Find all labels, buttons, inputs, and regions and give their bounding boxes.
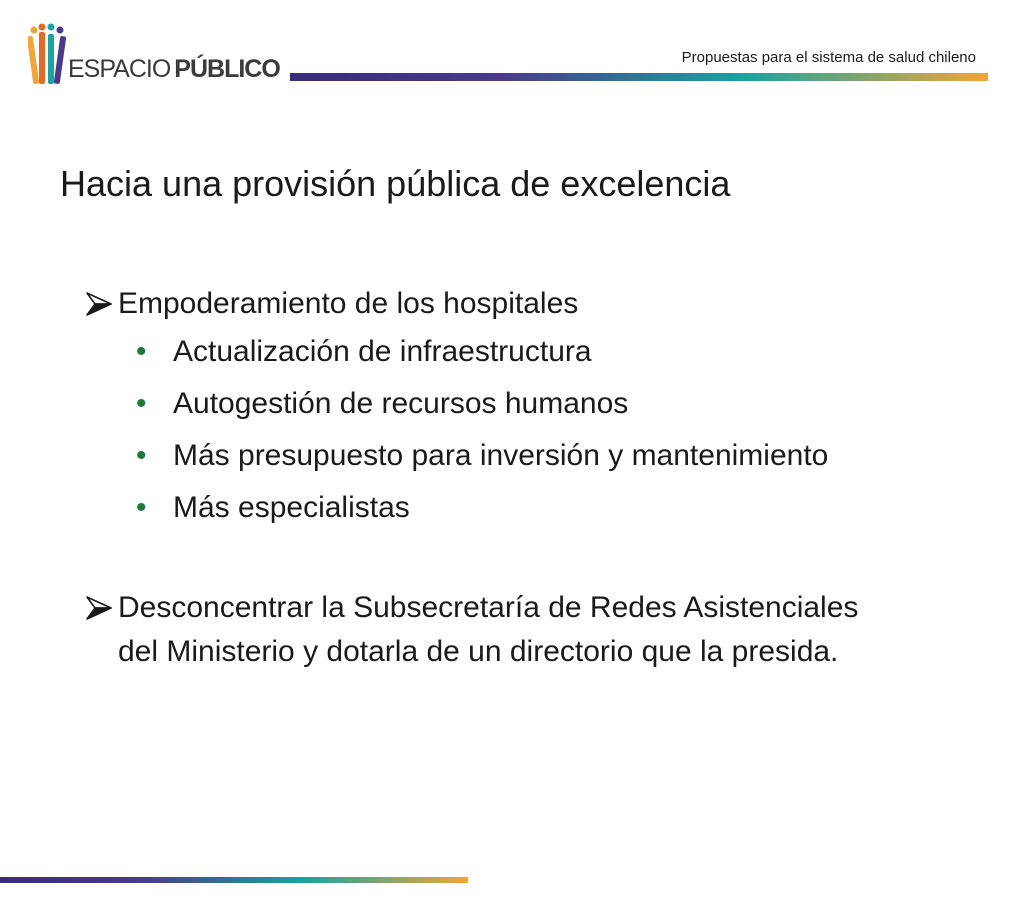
list-item <box>136 326 1004 378</box>
main-point-1-text: Empoderamiento de los hospitales <box>118 287 579 320</box>
sub-point-text: Actualización de infraestructura <box>173 335 592 368</box>
sub-point-text: Más especialistas <box>173 491 410 524</box>
spacer <box>84 534 1004 586</box>
list-item <box>136 430 1004 482</box>
slide-content <box>84 282 1004 674</box>
slide-title: Hacia una provisión pública de excelencia <box>60 163 731 204</box>
logo-word-publico: PÚBLICO <box>174 55 280 83</box>
arrow-bullet-icon <box>84 586 118 630</box>
round-bullet-icon: • <box>136 491 147 524</box>
main-point-2-line-1: Desconcentrar la Subsecretaría de Redes Asistenciales <box>118 591 859 624</box>
sub-point-text: Más presupuesto para inversión y mantenimiento <box>173 439 829 472</box>
arrow-bullet-icon <box>84 282 118 326</box>
espacio-publico-logo <box>28 22 280 84</box>
round-bullet-icon: • <box>136 439 147 472</box>
main-point-2-text <box>118 586 858 674</box>
main-point-2-line-2: del Ministerio y dotarla de un directorio que la presida. <box>118 635 839 668</box>
footer-gradient-bar <box>0 877 468 883</box>
logo-word-espacio: ESPACIO <box>68 55 171 83</box>
header-subtitle: Propuestas para el sistema de salud chileno <box>681 49 976 66</box>
sub-point-list <box>136 326 1004 534</box>
logo-figures-icon <box>28 22 66 84</box>
main-point-1 <box>84 282 1004 326</box>
list-item <box>136 378 1004 430</box>
logo-wordmark <box>68 57 280 84</box>
round-bullet-icon: • <box>136 335 147 368</box>
round-bullet-icon: • <box>136 387 147 420</box>
header-gradient-bar <box>290 73 988 81</box>
main-point-2 <box>84 586 1004 674</box>
list-item <box>136 482 1004 534</box>
sub-point-text: Autogestión de recursos humanos <box>173 387 629 420</box>
